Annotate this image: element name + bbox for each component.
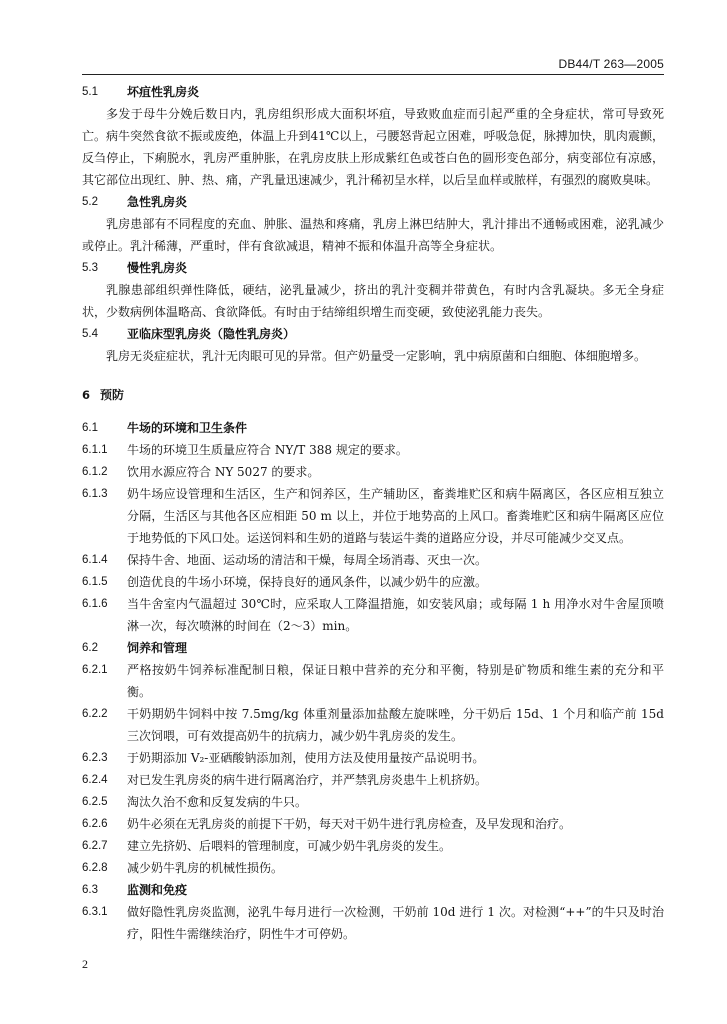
item-6-1-5: [82, 571, 664, 593]
item-text: 淘汰久治不愈和反复发病的牛只。: [127, 795, 308, 809]
header-divider: [82, 74, 664, 75]
item-text: 建立先挤奶、后喂料的管理制度，可减少奶牛乳房炎的发生。: [127, 839, 452, 853]
item-number: 6.2.2: [82, 708, 108, 720]
clause-heading: 坏疽性乳房炎: [127, 85, 200, 99]
item-text: 饮用水源应符合 NY 5027 的要求。: [127, 465, 320, 479]
clause-paragraph: 乳房无炎症症状，乳汁无肉眼可见的异常。但产奶量受一定影响，乳中病原菌和白细胞、体细胞增多。: [106, 349, 647, 363]
item-6-1-2: [82, 461, 664, 483]
item-number: 6.1.3: [82, 488, 108, 500]
item-number: 6.2.8: [82, 862, 108, 874]
item-text: 严格按奶牛饲养标准配制日粮，保证日粮中营养的充分和平衡，特别是矿物质和维生素的充分和平衡。: [127, 663, 664, 699]
item-6-2-7: [82, 835, 664, 857]
item-6-1-3: [82, 483, 664, 549]
item-6-2-3: [82, 747, 664, 769]
item-number: 6.1.6: [82, 598, 108, 610]
document-code: DB44/T 263—2005: [558, 57, 664, 71]
item-text: 当牛舍室内气温超过 30℃时，应采取人工降温措施，如安装风扇；或每隔 1 h 用净水对牛舍屋顶喷淋一次，每次喷淋的时间在（2～3）min。: [127, 597, 664, 633]
item-number: 6.3.1: [82, 906, 108, 918]
clause-number: 6.3: [82, 884, 98, 896]
clause-number: 5.2: [82, 196, 98, 208]
item-text: 奶牛场应设管理和生活区，生产和饲养区，生产辅助区，畜粪堆贮区和病牛隔离区，各区应相互独立分隔，生活区与其他各区应相距 50 m 以上，并位于地势高的上风口。畜粪堆贮区和病牛隔离区应位于地势低的下风口处。运送饲料和生奶的道路与装运牛粪的道路应分设，并尽可能减少交叉点。: [127, 487, 664, 545]
clause-heading: 饲养和管理: [127, 641, 188, 655]
item-number: 6.1.1: [82, 444, 108, 456]
clause-heading: 慢性乳房炎: [127, 261, 188, 275]
item-number: 6.2.4: [82, 774, 108, 786]
item-6-2-1: [82, 659, 664, 703]
item-text: 牛场的环境卫生质量应符合 NY/T 388 规定的要求。: [127, 443, 408, 457]
item-6-1-1: [82, 439, 664, 461]
item-6-2-2: [82, 703, 664, 747]
item-text: 保持牛舍、地面、运动场的清洁和干燥，每周全场消毒、灭虫一次。: [127, 553, 488, 567]
clause-number: 6.2: [82, 642, 98, 654]
item-6-3-1: [82, 901, 664, 945]
clause-paragraph: 多发于母牛分娩后数日内，乳房组织形成大面积坏疽，导致败血症而引起严重的全身症状，常可导致死亡。病牛突然食欲不振或废绝，体温上升到41℃以上，弓腰怒背起立困难，呼吸急促，脉搏加快，肌肉震颤，反刍停止，下痢脱水，乳房严重肿胀，在乳房皮肤上形成紫红色或苍白色的圆形变色部分，病变部位有凉感，其它部位出现红、肿、热、痛，产乳量迅速减少，乳汁稀初呈水样，以后呈血样或脓样，有强烈的腐败臭味。: [82, 107, 664, 187]
clause-number: 6.1: [82, 422, 98, 434]
clause-heading: 急性乳房炎: [127, 195, 188, 209]
clause-5-3: [82, 257, 664, 279]
item-6-2-6: [82, 813, 664, 835]
clause-number: 5.4: [82, 328, 98, 340]
item-text: 于奶期添加 V₂-亚硒酸钠添加剂，使用方法及使用量按产品说明书。: [127, 751, 485, 765]
item-text: 减少奶牛乳房的机械性损伤。: [127, 861, 284, 875]
item-number: 6.2.6: [82, 818, 108, 830]
clause-6-3: [82, 879, 664, 901]
item-number: 6.1.2: [82, 466, 108, 478]
item-number: 6.2.1: [82, 664, 108, 676]
clause-6-2: [82, 637, 664, 659]
clause-6-1: [82, 417, 664, 439]
item-number: 6.2.7: [82, 840, 108, 852]
item-6-1-6: [82, 593, 664, 637]
item-text: 干奶期奶牛饲料中按 7.5mg/kg 体重剂量添加盐酸左旋咪唑，分干奶后 15d、1 个月和临产前 15d 三次饲喂，可有效提高奶牛的抗病力，减少奶牛乳房炎的发生。: [127, 707, 664, 743]
page-number: 2: [82, 957, 88, 971]
section-6: [82, 384, 664, 406]
item-6-2-4: [82, 769, 664, 791]
clause-number: 5.1: [82, 86, 98, 98]
clause-heading: 监测和免疫: [127, 883, 188, 897]
item-text: 做好隐性乳房炎监测，泌乳牛每月进行一次检测，干奶前 10d 进行 1 次。对检测“++”的牛只及时治疗，阳性牛需继续治疗，阴性牛才可停奶。: [127, 905, 664, 941]
clause-5-2: [82, 191, 664, 213]
item-6-2-5: [82, 791, 664, 813]
item-text: 奶牛必须在无乳房炎的前提下干奶，每天对干奶牛进行乳房检查，及早发现和治疗。: [127, 817, 572, 831]
item-text: 创造优良的牛场小环境，保持良好的通风条件，以减少奶牛的应激。: [127, 575, 488, 589]
clause-heading: 亚临床型乳房炎（隐性乳房炎）: [127, 327, 296, 341]
clause-5-1: [82, 81, 664, 103]
clause-paragraph: 乳腺患部组织弹性降低，硬结，泌乳量减少，挤出的乳汁变稠并带黄色，有时内含乳凝块。多无全身症状，少数病例体温略高、食欲降低。有时由于结缔组织增生而变硬，致使泌乳能力丧失。: [82, 283, 664, 319]
item-6-1-4: [82, 549, 664, 571]
item-text: 对已发生乳房炎的病牛进行隔离治疗，并严禁乳房炎患牛上机挤奶。: [127, 773, 488, 787]
clause-paragraph: 乳房患部有不同程度的充血、肿胀、温热和疼痛，乳房上淋巴结肿大，乳汁排出不通畅或困难，泌乳减少或停止。乳汁稀薄，严重时，伴有食欲减退，精神不振和体温升高等全身症状。: [82, 217, 664, 253]
item-number: 6.1.5: [82, 576, 108, 588]
item-number: 6.2.3: [82, 752, 108, 764]
clause-number: 5.3: [82, 262, 98, 274]
clause-heading: 牛场的环境和卫生条件: [127, 421, 248, 435]
section-number: 6: [82, 388, 91, 402]
clause-5-4: [82, 323, 664, 345]
item-number: 6.2.5: [82, 796, 108, 808]
document-body: [82, 81, 664, 945]
item-6-2-8: [82, 857, 664, 879]
section-heading: 预防: [100, 388, 125, 402]
item-number: 6.1.4: [82, 554, 108, 566]
